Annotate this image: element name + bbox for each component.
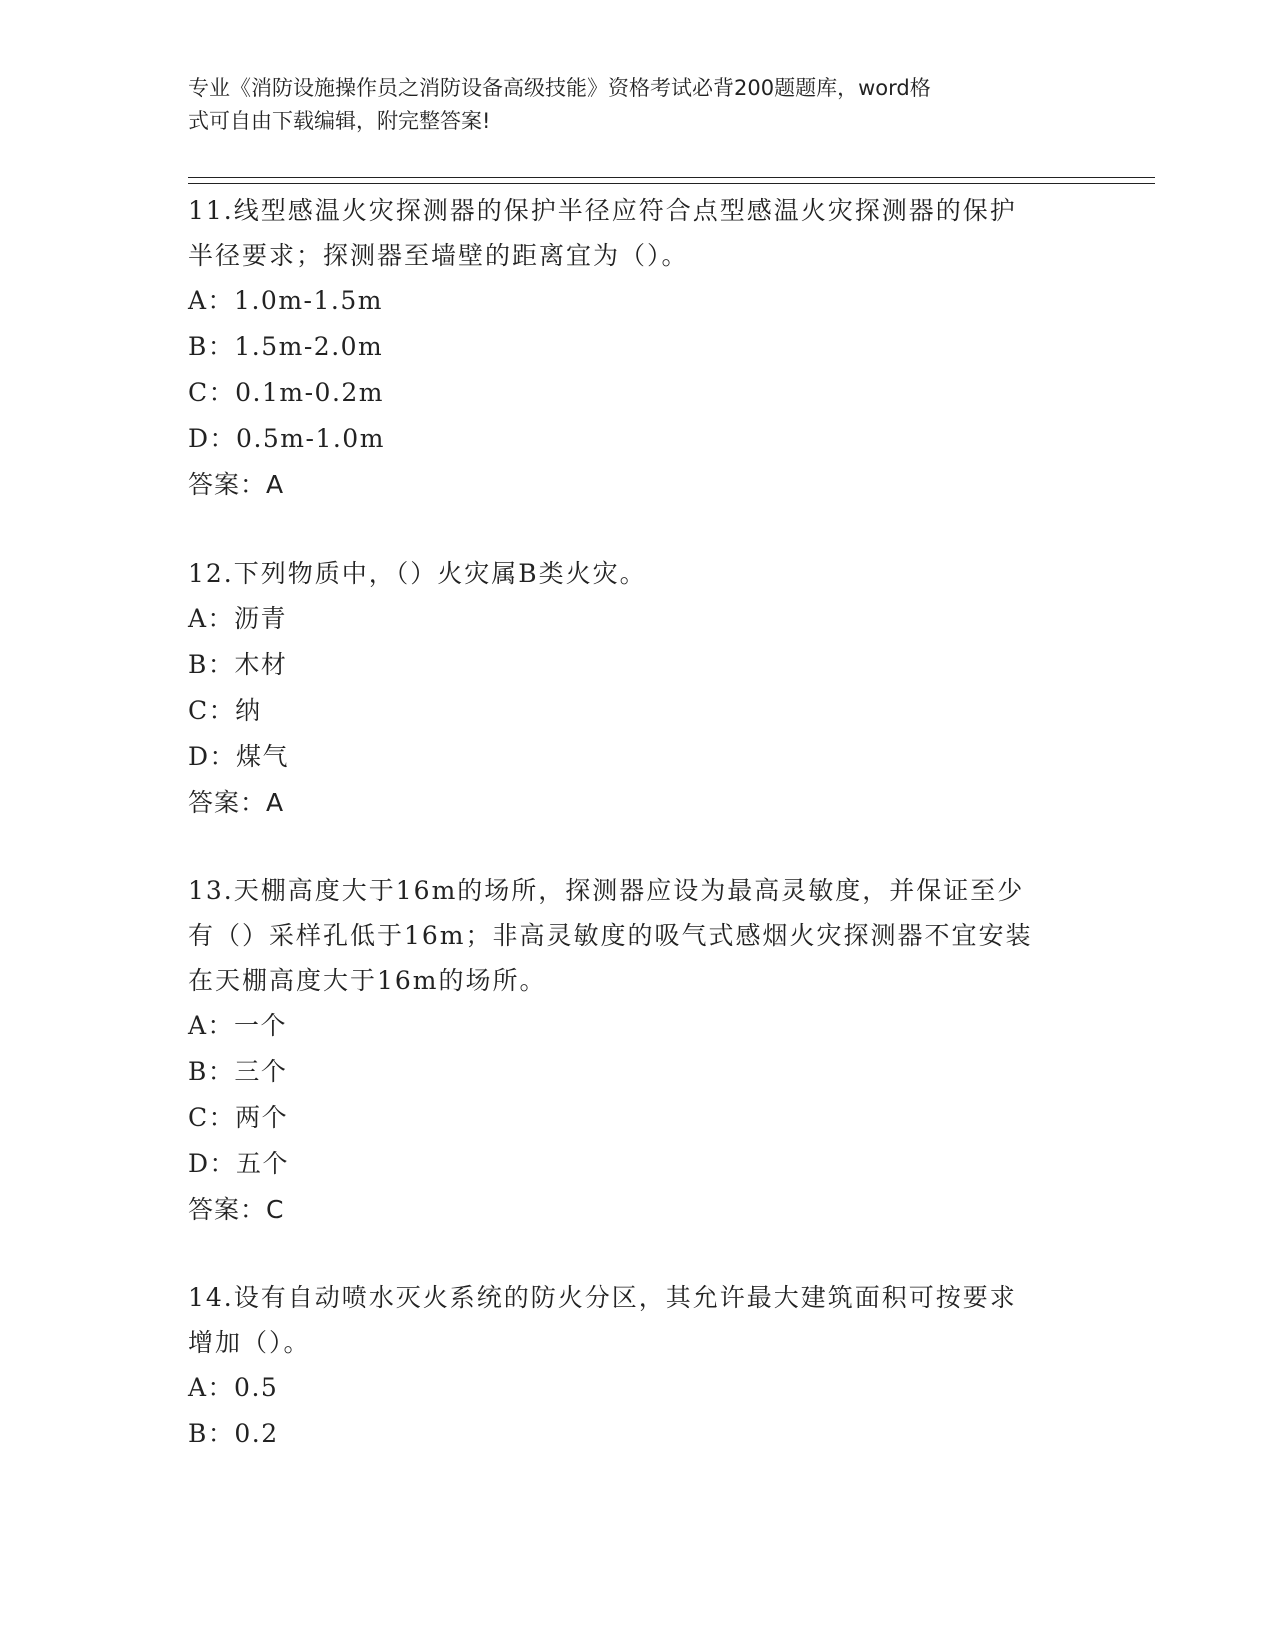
document-header bbox=[188, 72, 1068, 138]
question-12 bbox=[188, 551, 1088, 826]
question-11 bbox=[188, 188, 1088, 508]
question-stem-line: 14.设有自动喷水灭火系统的防火分区，其允许最大建筑面积可按要求 bbox=[188, 1283, 1017, 1312]
header-line-1: 专业《消防设施操作员之消防设备高级技能》资格考试必背200题题库，word格 bbox=[188, 76, 931, 100]
option-b: B：三个 bbox=[188, 1057, 288, 1086]
question-13 bbox=[188, 868, 1088, 1233]
option-c: C：两个 bbox=[188, 1103, 289, 1132]
option-b: B：1.5m-2.0m bbox=[188, 332, 384, 361]
question-stem-line: 12.下列物质中，（）火灾属B类火灾。 bbox=[188, 559, 647, 588]
question-stem-line: 13.天棚高度大于16m的场所，探测器应设为最高灵敏度，并保证至少 bbox=[188, 876, 1025, 905]
question-stem-line: 有（）采样孔低于16m；非高灵敏度的吸气式感烟火灾探测器不宜安装 bbox=[188, 921, 1033, 950]
question-stem-line: 11.线型感温火灾探测器的保护半径应符合点型感温火灾探测器的保护 bbox=[188, 196, 1017, 225]
answer: 答案：A bbox=[188, 788, 285, 817]
option-d: D：0.5m-1.0m bbox=[188, 424, 385, 453]
question-stem-line: 增加（）。 bbox=[188, 1328, 311, 1357]
option-a: A：沥青 bbox=[188, 604, 288, 633]
option-d: D：五个 bbox=[188, 1149, 290, 1178]
question-14 bbox=[188, 1275, 1088, 1457]
header-line-2: 式可自由下载编辑，附完整答案! bbox=[188, 109, 491, 133]
option-c: C：纳 bbox=[188, 696, 262, 725]
header-divider-bottom bbox=[188, 183, 1155, 184]
answer: 答案：A bbox=[188, 470, 285, 499]
option-a: A：1.0m-1.5m bbox=[188, 286, 383, 315]
option-d: D：煤气 bbox=[188, 742, 290, 771]
header-divider-top bbox=[188, 177, 1155, 178]
option-b: B：0.2 bbox=[188, 1419, 279, 1448]
question-stem-line: 在天棚高度大于16m的场所。 bbox=[188, 966, 547, 995]
answer: 答案：C bbox=[188, 1195, 285, 1224]
option-b: B：木材 bbox=[188, 650, 288, 679]
option-c: C：0.1m-0.2m bbox=[188, 378, 385, 407]
option-a: A：一个 bbox=[188, 1011, 288, 1040]
question-stem-line: 半径要求；探测器至墙壁的距离宜为（）。 bbox=[188, 241, 689, 270]
option-a: A：0.5 bbox=[188, 1373, 279, 1402]
